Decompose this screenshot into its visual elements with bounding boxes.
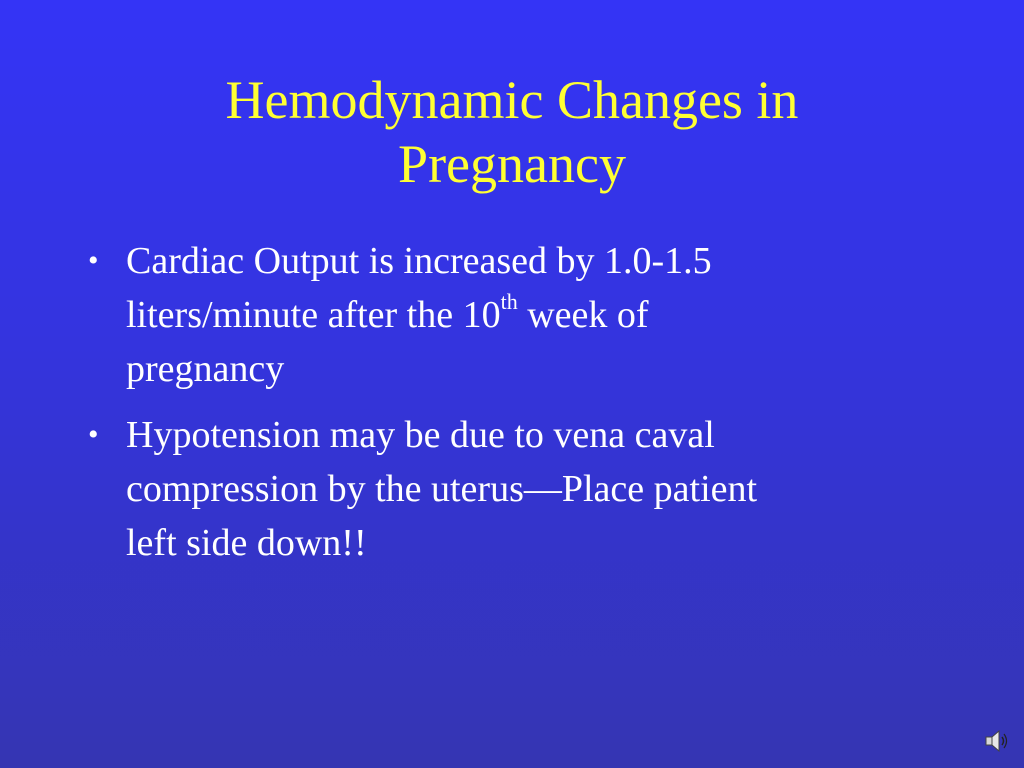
- slide-title-line-2: Pregnancy: [398, 134, 626, 194]
- bullet-text-line: pregnancy: [126, 348, 285, 390]
- speaker-icon[interactable]: [984, 728, 1008, 754]
- bullet-text-line: left side down!!: [126, 522, 367, 564]
- bullet-item-hypotension: [84, 408, 914, 570]
- bullet-marker: •: [88, 418, 99, 451]
- bullet-text-line: [126, 288, 914, 342]
- slide-title-line-1: Hemodynamic Changes in: [225, 70, 799, 130]
- bullet-marker: •: [88, 244, 99, 277]
- bullet-text-fragment: liters/minute after the 10: [126, 294, 501, 336]
- bullet-text-line: Hypotension may be due to vena caval: [126, 414, 715, 456]
- bullet-item-cardiac-output: [84, 234, 914, 396]
- bullet-text-line: compression by the uterus—Place patient: [126, 468, 758, 510]
- ordinal-superscript: th: [500, 289, 518, 315]
- bullet-list: [84, 234, 914, 582]
- slide-title: [80, 68, 944, 196]
- bullet-text-fragment: week of: [517, 294, 649, 336]
- bullet-text-line: Cardiac Output is increased by 1.0-1.5: [126, 240, 712, 282]
